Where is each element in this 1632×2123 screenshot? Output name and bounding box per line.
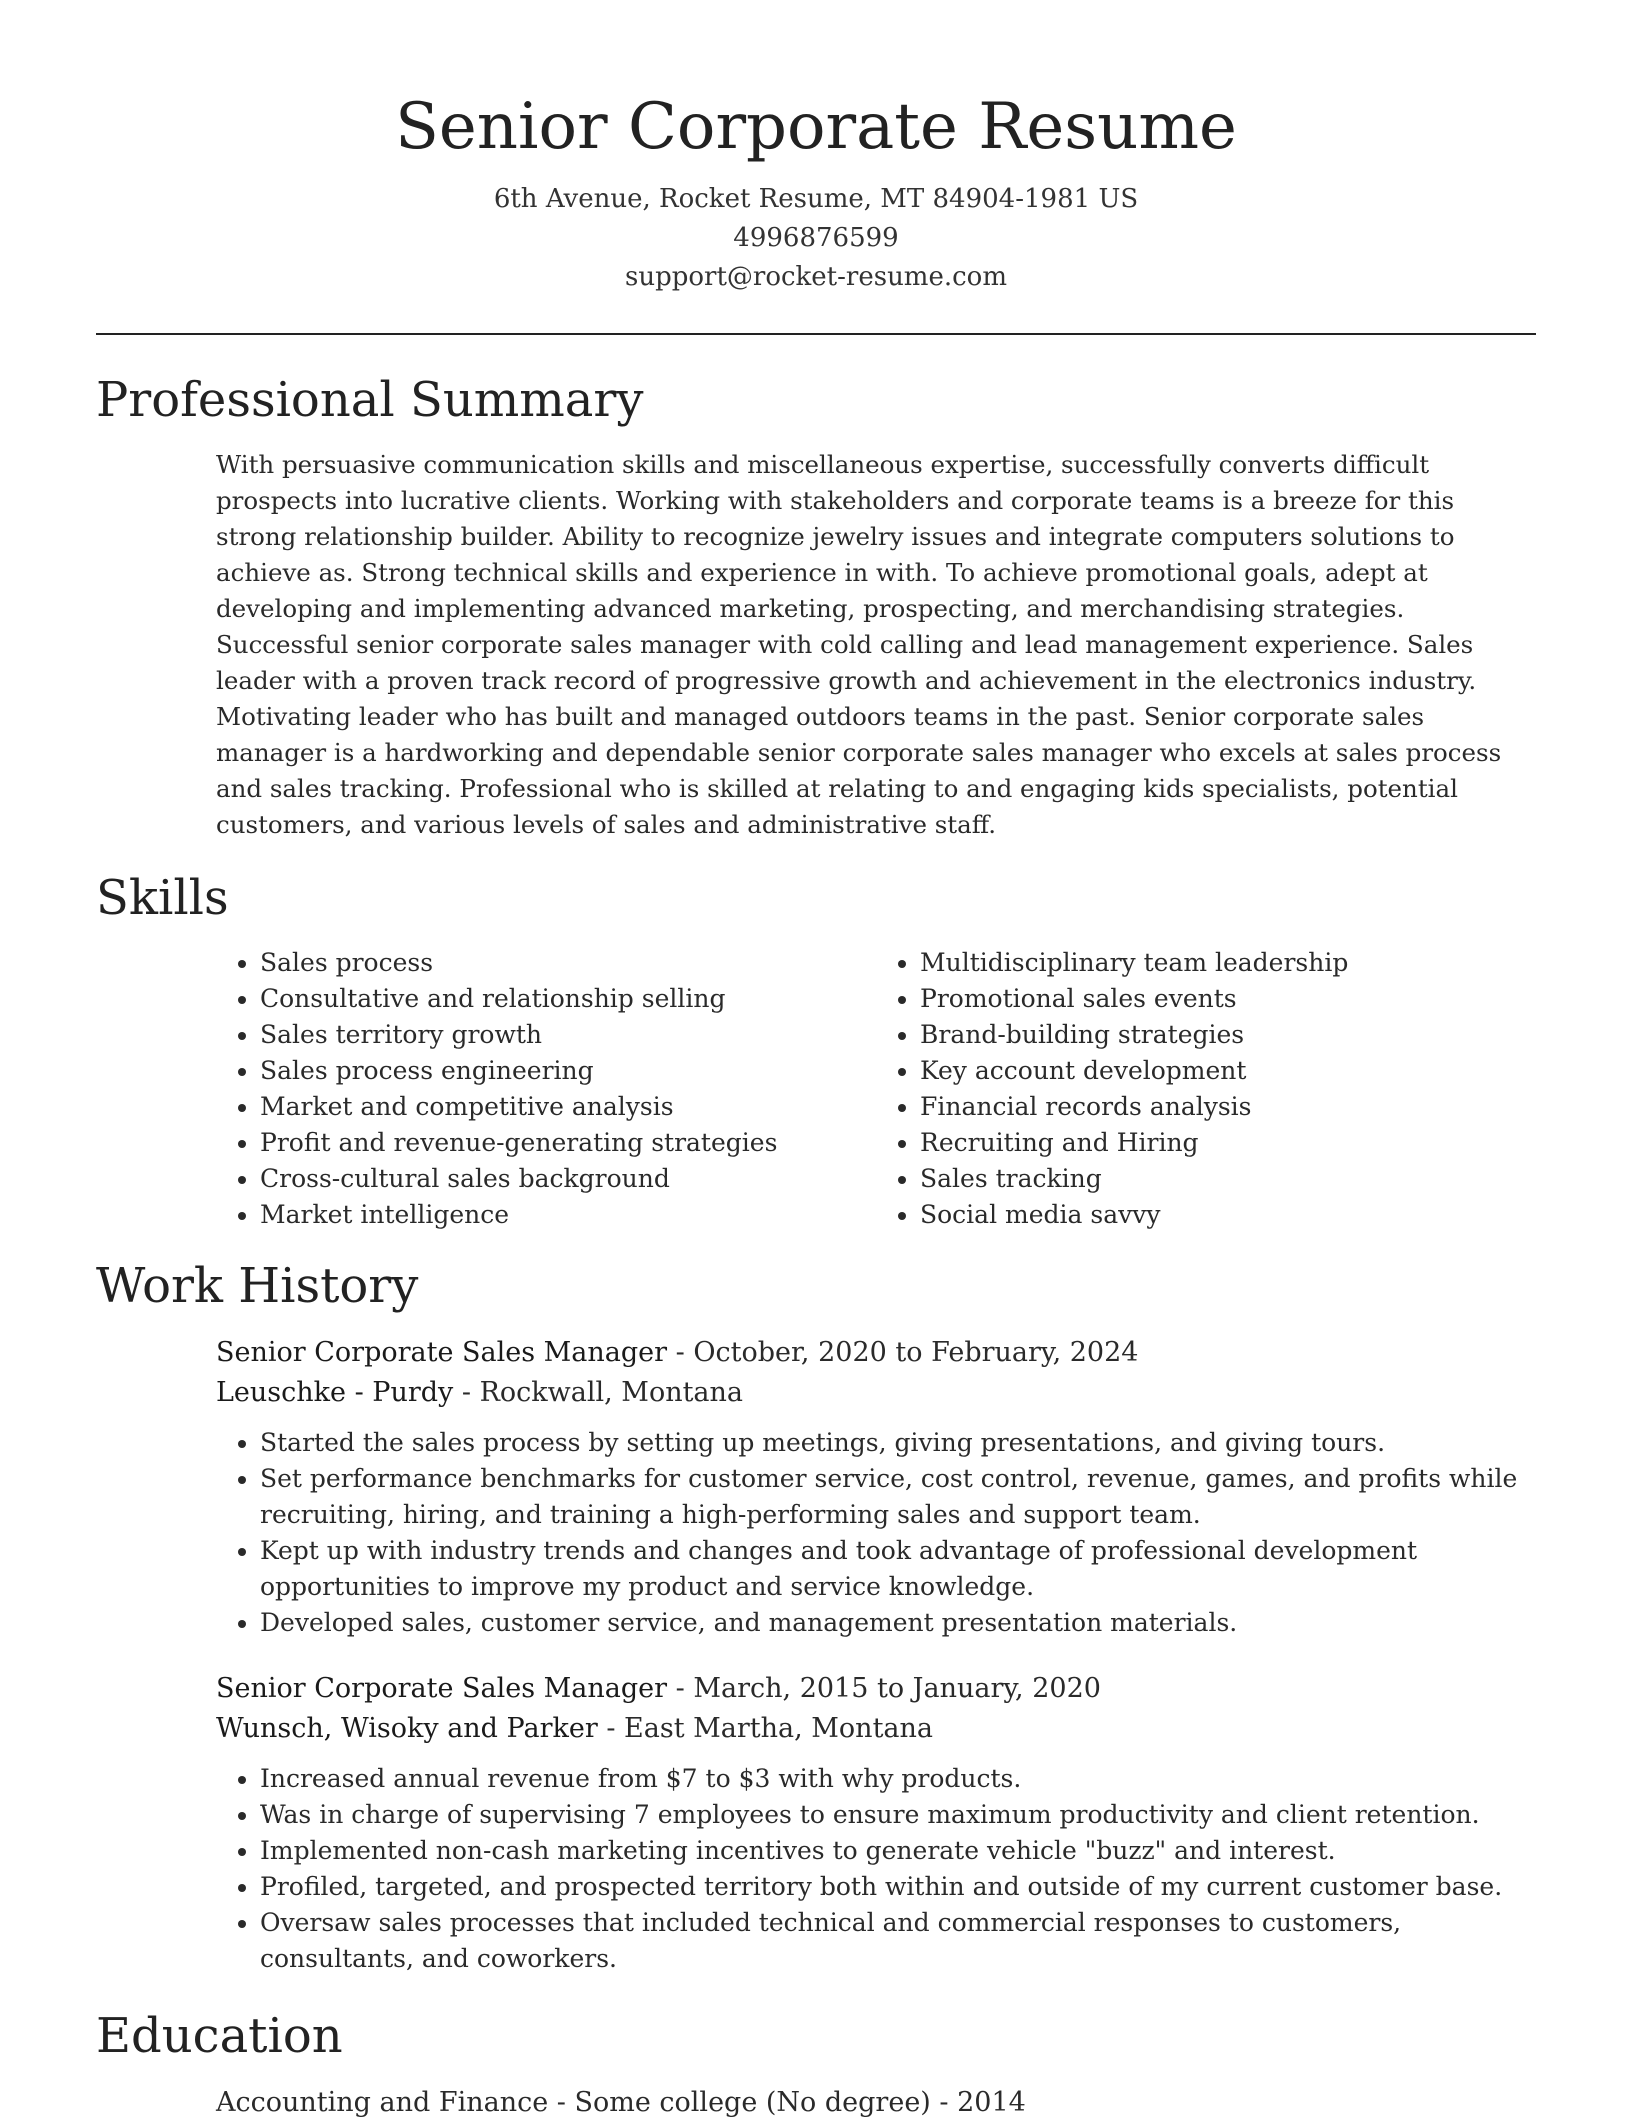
contact-phone: 4996876599 bbox=[733, 223, 899, 253]
skill-item: • Sales process engineering bbox=[260, 1053, 876, 1089]
summary-title: Professional Summary bbox=[96, 372, 644, 428]
job-bullet: • Started the sales process by setting up meetings, giving presentations, and giving tours. bbox=[260, 1425, 1536, 1461]
job-entry bbox=[216, 1333, 1536, 1641]
job-location: - Rockwall, Montana bbox=[453, 1377, 744, 1408]
resume-name: Senior Corporate Resume bbox=[395, 90, 1237, 164]
contact-address: 6th Avenue, Rocket Resume, MT 84904-1981 US bbox=[493, 184, 1139, 214]
resume-header bbox=[96, 0, 1536, 297]
skill-item: • Social media savvy bbox=[920, 1197, 1536, 1233]
job-company: Leuschke - Purdy bbox=[216, 1377, 454, 1408]
skill-item: • Market and competitive analysis bbox=[260, 1089, 876, 1125]
work-history-section bbox=[96, 1255, 1536, 1977]
job-dates: - October, 2020 to February, 2024 bbox=[667, 1337, 1139, 1368]
job-company-line bbox=[216, 1373, 1536, 1413]
job-dates: - March, 2015 to January, 2020 bbox=[667, 1673, 1101, 1704]
skill-item: • Cross-cultural sales background bbox=[260, 1161, 876, 1197]
job-location: - East Martha, Montana bbox=[597, 1713, 934, 1744]
summary-section bbox=[96, 369, 1536, 843]
job-bullet: • Profiled, targeted, and prospected territory both within and outside of my current customer base. bbox=[260, 1869, 1536, 1905]
job-role: Senior Corporate Sales Manager bbox=[216, 1337, 668, 1368]
skill-item: • Financial records analysis bbox=[920, 1089, 1536, 1125]
contact-email: support@rocket-resume.com bbox=[624, 262, 1007, 292]
skill-item: • Profit and revenue-generating strategies bbox=[260, 1125, 876, 1161]
job-role: Senior Corporate Sales Manager bbox=[216, 1673, 668, 1704]
resume-page bbox=[96, 0, 1536, 2123]
skill-item: • Brand-building strategies bbox=[920, 1017, 1536, 1053]
job-bullet: • Implemented non-cash marketing incentives to generate vehicle "buzz" and interest. bbox=[260, 1833, 1536, 1869]
header-divider bbox=[96, 333, 1536, 335]
job-bullet: • Was in charge of supervising 7 employees to ensure maximum productivity and client retention. bbox=[260, 1797, 1536, 1833]
job-bullet: • Increased annual revenue from $7 to $3 with why products. bbox=[260, 1761, 1536, 1797]
skills-right-column bbox=[876, 945, 1536, 1233]
summary-text: With persuasive communication skills and miscellaneous expertise, successfully converts difficult prospects into lucrative clients. Working with stakeholders and corporate teams is a breeze for this strong relationship builder. Ability to recognize jewelry issues and integrate computers solutions to achieve as. Strong technical skills and experience in with. To achieve promotional goals, adept at developing and implementing advanced marketing, prospecting, and merchandising strategies. Successful senior corporate sales manager with cold calling and lead management experience. Sales leader with a proven track record of progressive growth and achievement in the electronics industry. Motivating leader who has built and managed outdoors teams in the past. Senior corporate sales manager is a hardworking and dependable senior corporate sales manager who excels at sales process and sales tracking. Professional who is skilled at relating to and engaging kids specialists, potential customers, and various levels of sales and administrative staff. bbox=[216, 450, 1502, 839]
skill-item: • Sales territory growth bbox=[260, 1017, 876, 1053]
job-title-line bbox=[216, 1333, 1536, 1373]
job-bullets bbox=[216, 1425, 1536, 1641]
skill-item: • Consultative and relationship selling bbox=[260, 981, 876, 1017]
job-entry bbox=[216, 1669, 1536, 1977]
skill-item: • Recruiting and Hiring bbox=[920, 1125, 1536, 1161]
skill-item: • Promotional sales events bbox=[920, 981, 1536, 1017]
job-bullet: • Oversaw sales processes that included technical and commercial responses to customers, consultants, and coworkers. bbox=[260, 1905, 1536, 1977]
education-title: Education bbox=[96, 2008, 343, 2064]
skills-section bbox=[96, 867, 1536, 1233]
job-bullets bbox=[216, 1761, 1536, 1977]
education-detail: - Some college (No degree) - 2014 bbox=[548, 2087, 1026, 2118]
job-title-line bbox=[216, 1669, 1536, 1709]
job-bullet: • Set performance benchmarks for customer service, cost control, revenue, games, and profits while recruiting, hiring, and training a high-performing sales and support team. bbox=[260, 1461, 1536, 1533]
skills-grid bbox=[216, 945, 1536, 1233]
skill-item: • Key account development bbox=[920, 1053, 1536, 1089]
education-field: Accounting and Finance bbox=[216, 2087, 549, 2118]
skills-left-column bbox=[216, 945, 876, 1233]
job-company-line bbox=[216, 1709, 1536, 1749]
skill-item: • Sales process bbox=[260, 945, 876, 981]
skill-item: • Multidisciplinary team leadership bbox=[920, 945, 1536, 981]
skills-title: Skills bbox=[96, 870, 229, 926]
job-company: Wunsch, Wisoky and Parker bbox=[216, 1713, 598, 1744]
skill-item: • Market intelligence bbox=[260, 1197, 876, 1233]
job-bullet: • Developed sales, customer service, and management presentation materials. bbox=[260, 1605, 1536, 1641]
job-bullet: • Kept up with industry trends and changes and took advantage of professional development opportunities to improve my product and service knowledge. bbox=[260, 1533, 1536, 1605]
education-section bbox=[96, 2005, 1536, 2123]
education-entry bbox=[216, 2083, 1536, 2123]
work-history-title: Work History bbox=[96, 1258, 419, 1314]
skill-item: • Sales tracking bbox=[920, 1161, 1536, 1197]
